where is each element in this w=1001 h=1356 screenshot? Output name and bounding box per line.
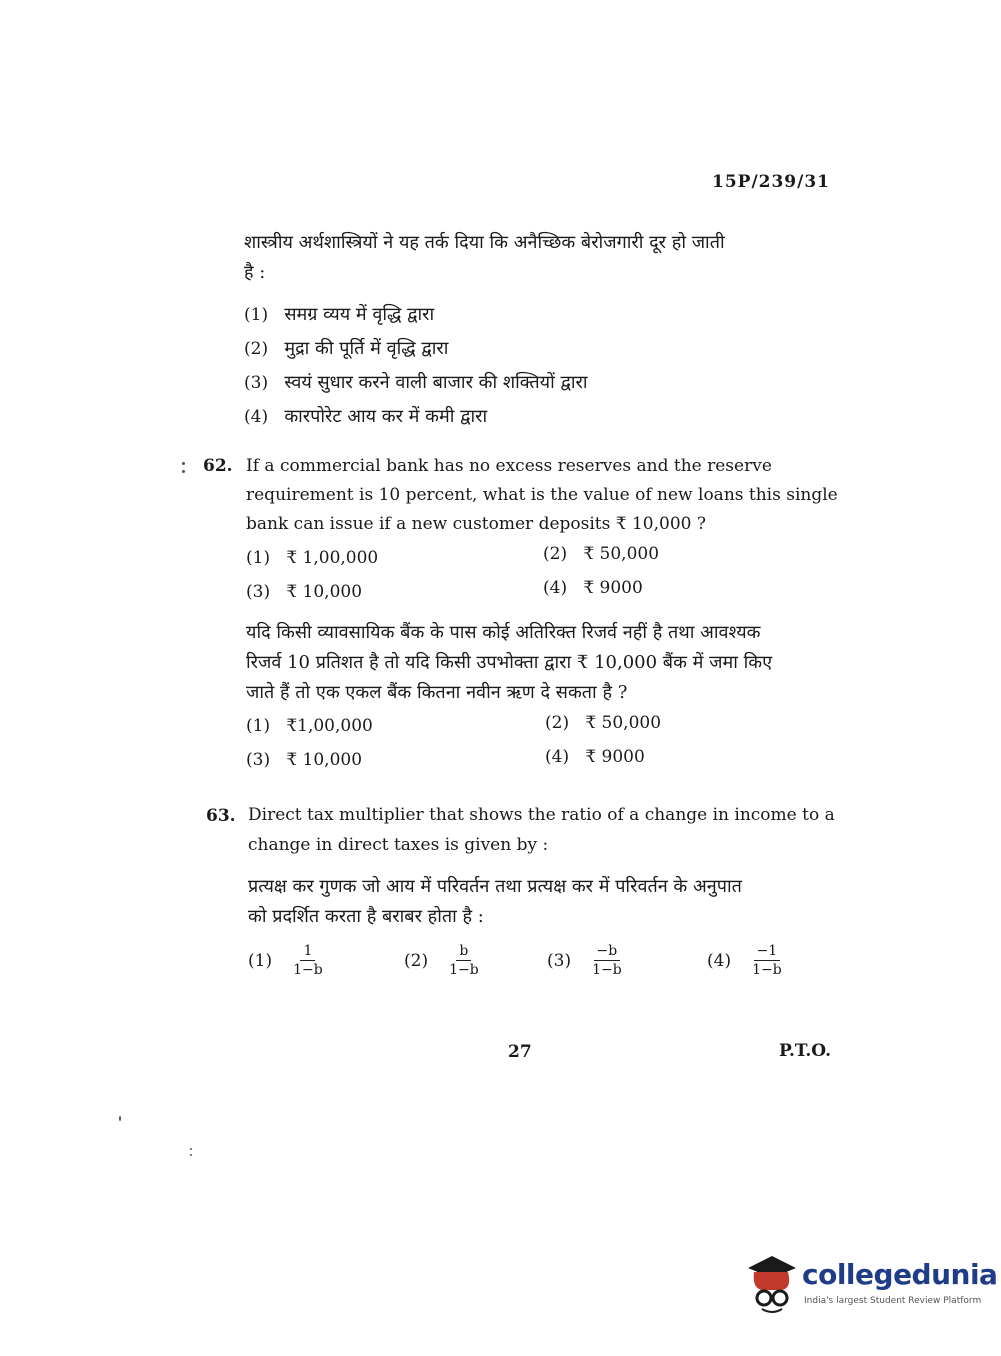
option-text: ₹ 1,00,000 [286,548,379,568]
fraction-denominator: 1−b [293,962,323,978]
option-text: ₹ 9000 [585,747,645,767]
q62-hi-option-1 [246,716,373,736]
option-number: (1) [244,305,269,325]
option-number: (3) [244,373,269,393]
q61-stem-line2: है : [244,262,266,283]
option-number: (4) [707,950,732,971]
q61-option-4 [244,402,487,432]
q63-option-4 [707,942,785,979]
option-text: ₹ 50,000 [585,713,662,733]
option-number: (1) [248,950,273,971]
option-number: (3) [246,750,271,770]
q62-hi-option-4 [545,747,645,767]
q62-en-option-3 [246,582,362,602]
q63-hi-line2: को प्रदर्शित करता है बराबर होता है : [248,906,484,927]
q62-en-line1: If a commercial bank has no excess reserves and the reserve [246,456,772,476]
q61-option-2 [244,334,448,364]
q63-en-line2: change in direct taxes is given by : [248,835,549,855]
fraction-numerator: 1 [300,942,315,961]
scan-speck [190,1148,192,1150]
q63-option-1 [248,942,326,979]
logo-tagline: India's largest Student Review Platform [804,1296,982,1306]
fraction [589,942,625,979]
q62-hi-option-2 [545,713,661,733]
pto-label: P.T.O. [779,1041,831,1061]
fraction-numerator: −1 [754,942,781,961]
option-number: (1) [246,716,271,736]
option-number: (2) [244,339,269,359]
q61-option-1 [244,300,434,330]
fraction [749,942,785,979]
q62-hi-line3: जाते हैं तो एक एकल बैंक कितना नवीन ऋण दे सकता है ? [246,682,628,703]
q63-option-3 [547,942,625,979]
scan-speck [190,1154,192,1156]
scan-speck [119,1116,121,1121]
option-number: (2) [543,544,568,564]
option-number: (2) [404,950,429,971]
fraction [290,942,326,979]
option-text: कारपोरेट आय कर में कमी द्वारा [284,406,488,427]
page-number: 27 [508,1042,532,1062]
option-text: मुद्रा की पूर्ति में वृद्धि द्वारा [284,338,449,359]
paper-code: 15P/239/31 [712,172,831,192]
option-number: (1) [246,548,271,568]
option-text: ₹ 10,000 [286,750,363,770]
q61-option-3 [244,368,588,398]
q62-en-option-2 [543,544,659,564]
fraction-denominator: 1−b [449,962,479,978]
q62-en-line2: requirement is 10 percent, what is the value of new loans this single [246,485,838,505]
fraction-denominator: 1−b [592,962,622,978]
q63-hi-line1: प्रत्यक्ष कर गुणक जो आय में परिवर्तन तथा प्रत्यक्ष कर में परिवर्तन के अनुपात [248,876,742,897]
q62-en-option-1 [246,548,378,568]
option-number: (4) [545,747,570,767]
mascot-icon [742,1254,800,1316]
option-text: ₹ 9000 [583,578,643,598]
option-text: स्वयं सुधार करने वाली बाजार की शक्तियों द्वारा [284,372,588,393]
fraction [446,942,482,979]
fraction-numerator: b [456,942,471,961]
option-number: (3) [246,582,271,602]
option-text: समग्र व्यय में वृद्धि द्वारा [284,304,435,325]
option-text: ₹1,00,000 [286,716,373,736]
option-number: (2) [545,713,570,733]
option-text: ₹ 10,000 [286,582,363,602]
option-number: (4) [543,578,568,598]
option-text: ₹ 50,000 [583,544,660,564]
q62-number: 62. [203,456,233,476]
q62-hi-line2: रिजर्व 10 प्रतिशत है तो यदि किसी उपभोक्ता द्वारा ₹ 10,000 बैंक में जमा किए [246,652,773,673]
q63-option-2 [404,942,482,979]
q61-stem-line1: शास्त्रीय अर्थशास्त्रियों ने यह तर्क दिया कि अनैच्छिक बेरोजगारी दूर हो जाती [244,232,725,253]
q62-en-option-4 [543,578,643,598]
option-number: (3) [547,950,572,971]
fraction-numerator: −b [594,942,621,961]
q63-en-line1: Direct tax multiplier that shows the ratio of a change in income to a [248,805,835,825]
logo-brand: collegedunia [802,1258,998,1291]
scan-speck [182,462,185,465]
q62-hi-line1: यदि किसी व्यावसायिक बैंक के पास कोई अतिरिक्त रिजर्व नहीं है तथा आवश्यक [246,622,761,643]
q63-number: 63. [206,806,236,826]
collegedunia-watermark [742,1250,998,1320]
option-number: (4) [244,407,269,427]
q62-hi-option-3 [246,750,362,770]
scan-speck [182,470,185,473]
q62-en-line3: bank can issue if a new customer deposits ₹ 10,000 ? [246,514,706,534]
fraction-denominator: 1−b [752,962,782,978]
